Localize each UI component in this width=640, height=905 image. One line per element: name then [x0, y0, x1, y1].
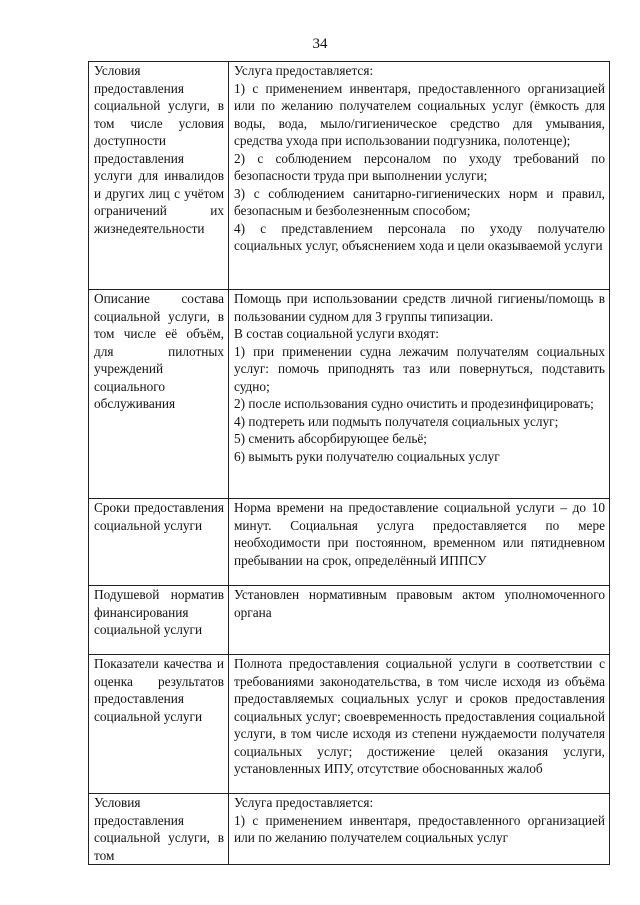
- row-label: Условия предоставления социальной услуги, в том числе условия доступности предоставления услуги для инвалидов и других лиц с учётом ограничений их жизнедеятельности: [89, 62, 229, 290]
- row-label: Сроки предоставления социальной услуги: [89, 499, 229, 586]
- content-line: 2) с соблюдением персоналом по уходу требований по безопасности труда при выполнении услуги;: [234, 150, 605, 183]
- row-content: [229, 655, 610, 794]
- table-row-description: [89, 290, 610, 499]
- table-row-terms: [89, 499, 610, 586]
- service-standard-table: [88, 61, 610, 865]
- table-row-conditions: [89, 62, 610, 290]
- content-line: Услуга предоставляется:: [234, 795, 374, 810]
- page-number: 34: [312, 36, 328, 52]
- row-content: [229, 290, 610, 499]
- content-line: 1) с применением инвентаря, предоставленного организацией или по желанию получателем социальных услуг: [234, 812, 605, 845]
- row-label: Описание состава социальной услуги, в том числе её объём, для пилотных учреждений социального обслуживания: [89, 290, 229, 499]
- content-line: 6) вымыть руки получателю социальных услуг: [234, 448, 500, 464]
- row-label: Условия предоставления социальной услуги, в том: [89, 794, 229, 865]
- row-label: Показатели качества и оценка результатов предоставления социальной услуги: [89, 655, 229, 794]
- content-line: Полнота предоставления социальной услуги в соответствии с требованиями законодательства, в том числе исходя из объёма предоставляемых социальных услуг и сроков предоставления социальных услуг; своевременность предоставления социальной услуги, в том числе исходя из степени нуждаемости получателя социальных услуг; достижение целей оказания услуги, установленных ИПУ, отсутствие обоснованных жалоб: [234, 656, 605, 776]
- table-row-quality: [89, 655, 610, 794]
- content-line: 5) сменить абсорбирующее бельё;: [234, 431, 428, 446]
- row-content: [229, 586, 610, 655]
- content-line: 2) после использования судно очистить и продезинфицировать;: [234, 396, 594, 411]
- row-content: [229, 62, 610, 290]
- content-line: 3) с соблюдением санитарно-гигиенических норм и правил, безопасным и безболезненным способом;: [234, 185, 605, 218]
- content-line: В состав социальной услуги входят:: [234, 326, 439, 341]
- table-row-financing: [89, 586, 610, 655]
- content-line: 1) с применением инвентаря, предоставленного организацией или по желанию получателем социальных услуг (ёмкость для воды, вода, мыло/гигиеническое средство для умывания, средства ухода при использовании подгузника, полотенце);: [234, 80, 605, 148]
- row-content: [229, 794, 610, 865]
- content-line: Норма времени на предоставление социальной услуги – до 10 минут. Социальная услуга предоставляется по мере необходимости при постоянном, временном или пятидневном пребывании на срок, определённый ИППСУ: [234, 500, 605, 568]
- content-line: 1) при применении судна лежачим получателям социальных услуг: помочь приподнять таз или повернуться, подставить судно;: [234, 343, 605, 394]
- row-content: [229, 499, 610, 586]
- content-line: 4) подтереть или подмыть получателя социальных услуг;: [234, 413, 559, 429]
- content-line: Помощь при использовании средств личной гигиены/помощь в пользовании судном для 3 группы типизации.: [234, 291, 605, 324]
- content-line: Услуга предоставляется:: [234, 63, 374, 78]
- content-line: Установлен нормативным правовым актом уполномоченного органа: [234, 587, 605, 620]
- content-line: 4) с представлением персонала по уходу получателю социальных услуг, объяснением хода и цели оказываемой услуги: [234, 220, 605, 253]
- table-row-conditions-continued: [89, 794, 610, 865]
- row-label: Подушевой норматив финансирования социальной услуги: [89, 586, 229, 655]
